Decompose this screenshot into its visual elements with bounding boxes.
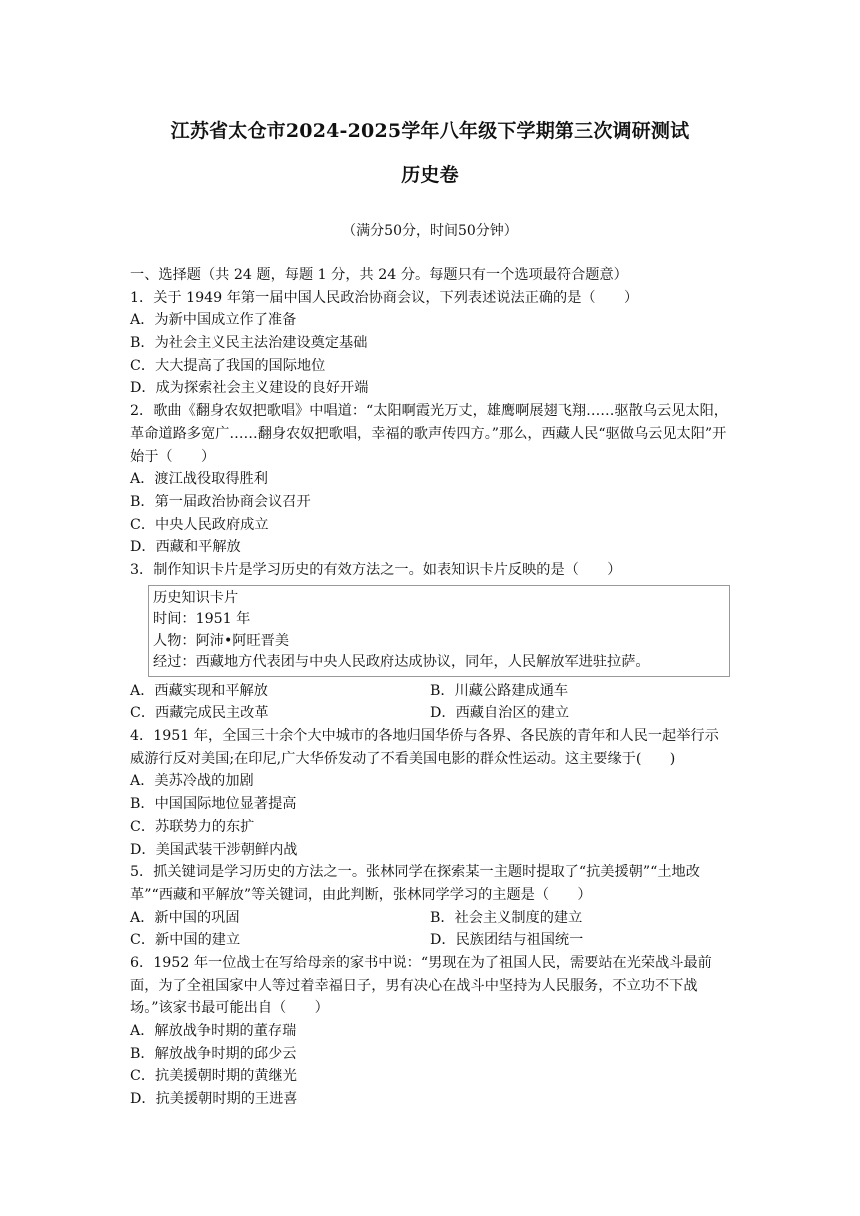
question-5-option-b: B．社会主义制度的建立 [430,909,583,926]
question-6-stem: 6．1952 年一位战士在写给母亲的家书中说：“男现在为了祖国人民，需要站在光荣战斗最前面，为了全祖国家中人等过着幸福日子，男有决心在战斗中坚持为人民服务，不立功不下战场。”该家书最可能出自（ ） [130,954,712,1017]
section-title: 一、选择题（共 24 题，每题 1 分，共 24 分。每题只有一个选项最符合题意） [130,267,628,283]
question-3-stem: 3．制作知识卡片是学习历史的有效方法之一。如表知识卡片反映的是（ ） [130,561,622,578]
question-4-option-d: D．美国武装干涉朝鲜内战 [130,841,298,858]
question-1-option-d: D．成为探索社会主义建设的良好开端 [130,380,369,397]
question-3-option-b: B．川藏公路建成通车 [430,682,569,699]
question-2-option-a: A．渡江战役取得胜利 [130,471,268,488]
question-1-option-c: C．大大提高了我国的国际地位 [130,357,326,374]
question-6-option-b: B．解放战争时期的邱少云 [130,1045,297,1062]
question-4-stem: 4．1951 年，全国三十余个大中城市的各地归国华侨与各界、各民族的青年和人民一起举行示威游行反对美国;在印尼,广大华侨发动了不看美国电影的群众性运动。这主要缘于( ) [130,728,719,767]
question-6-option-d: D．抗美援朝时期的王进喜 [130,1091,298,1108]
exam-title: 江苏省太仓市2024-2025学年八年级下学期第三次调研测试 [170,120,690,142]
exam-meta: （满分50分，时间50分钟） [342,223,518,239]
question-5-options-row-2 [130,929,730,952]
question-1-option-b: B．为社会主义民主法治建设奠定基础 [130,335,368,352]
question-6-option-a: A．解放战争时期的董存瑞 [130,1023,297,1040]
question-2-option-c: C．中央人民政府成立 [130,516,269,533]
knowledge-card-title: 历史知识卡片 [153,589,239,606]
question-4-option-c: C．苏联势力的东扩 [130,818,255,835]
question-4-option-b: B．中国国际地位显著提高 [130,796,297,813]
question-2-option-d: D．西藏和平解放 [130,539,241,556]
question-5-options-row-1 [130,907,730,930]
knowledge-card-time: 时间：1951 年 [153,611,251,628]
question-3-option-a: A．西藏实现和平解放 [130,682,268,699]
knowledge-card-person: 人物：阿沛•阿旺晋美 [153,632,290,649]
knowledge-card-process: 经过：西藏地方代表团与中央人民政府达成协议，同年，人民解放军进驻拉萨。 [153,654,650,671]
question-2-stem: 2．歌曲《翻身农奴把歌唱》中唱道：“太阳啊霞光万丈，雄鹰啊展翅飞翔……驱散乌云见太阳，革命道路多宽广……翻身农奴把歌唱，幸福的歌声传四方。”那么，西藏人民“驱做乌云见太阳”开始于（ ） [130,403,728,465]
question-3-option-d: D．西藏自治区的建立 [430,705,570,722]
question-5-option-d: D．民族团结与祖国统一 [430,932,584,949]
question-5-option-a: A．新中国的巩固 [130,909,240,926]
question-3-options-row-1 [130,680,730,703]
knowledge-card [148,585,730,677]
question-6-option-c: C．抗美援朝时期的黄继光 [130,1068,297,1085]
question-body [130,264,730,1111]
question-3-options-row-2 [130,702,730,725]
exam-subtitle: 历史卷 [401,164,459,186]
question-4-option-a: A．美苏冷战的加剧 [130,773,254,790]
question-1-option-a: A．为新中国成立作了准备 [130,312,297,329]
question-5-stem: 5．抓关键词是学习历史的方法之一。张林同学在探索某一主题时提取了“抗美援朝”“土地改革”“西藏和平解放”等关键词，由此判断，张林同学学习的主题是（ ） [130,864,700,903]
question-1-stem: 1．关于 1949 年第一届中国人民政治协商会议，下列表述说法正确的是（ ） [130,289,639,306]
question-3-option-c: C．西藏完成民主改革 [130,705,269,722]
question-5-option-c: C．新中国的建立 [130,932,241,949]
question-2-option-b: B．第一届政治协商会议召开 [130,493,311,510]
